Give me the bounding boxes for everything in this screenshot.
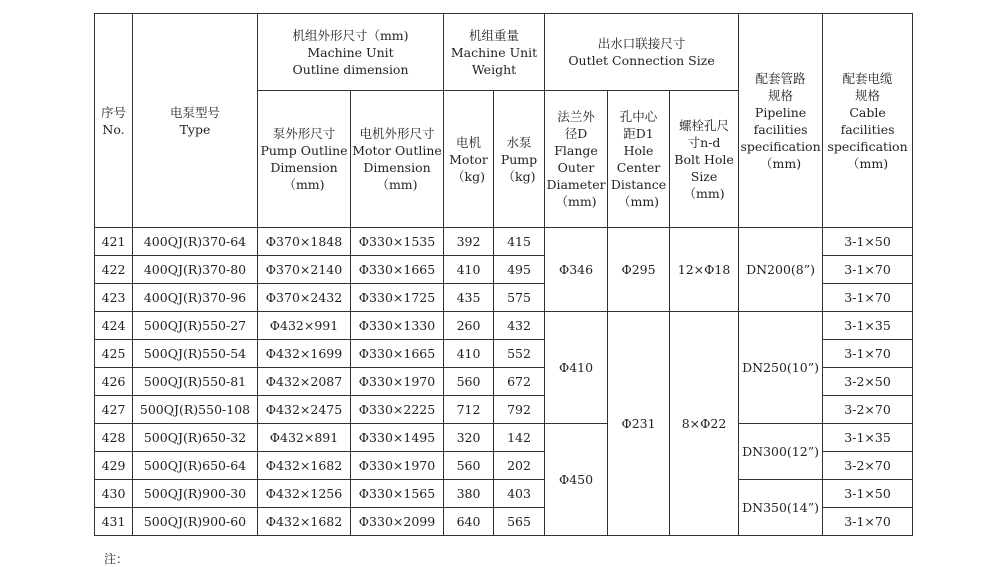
cell-type: 500QJ(R)550-27 (133, 312, 258, 340)
cell-type: 400QJ(R)370-64 (133, 228, 258, 256)
cell-pump-outline: Φ370×1848 (258, 228, 351, 256)
cell-cable: 3-2×70 (823, 396, 913, 424)
cell-pump-weight: 415 (494, 228, 545, 256)
cell-pump-outline: Φ432×991 (258, 312, 351, 340)
table-body (95, 228, 913, 536)
cell-pipeline: DN250(10”) (739, 312, 823, 424)
cell-type: 500QJ(R)550-108 (133, 396, 258, 424)
cell-motor-weight: 260 (444, 312, 494, 340)
cell-pump-outline: Φ432×1699 (258, 340, 351, 368)
cell-pump-weight: 403 (494, 480, 545, 508)
header-motor-weight: 电机 Motor （kg) (444, 91, 494, 228)
header-type: 电泵型号 Type (133, 14, 258, 228)
table-header (95, 14, 913, 228)
cell-no: 421 (95, 228, 133, 256)
cell-pump-weight: 552 (494, 340, 545, 368)
cell-flange-diameter: Φ450 (545, 424, 608, 536)
cell-no: 427 (95, 396, 133, 424)
cell-type: 500QJ(R)900-60 (133, 508, 258, 536)
cell-cable: 3-2×70 (823, 452, 913, 480)
cell-pump-outline: Φ370×2432 (258, 284, 351, 312)
cell-motor-weight: 560 (444, 368, 494, 396)
cell-flange-diameter: Φ346 (545, 228, 608, 312)
cell-pump-outline: Φ432×1256 (258, 480, 351, 508)
cell-cable: 3-1×70 (823, 256, 913, 284)
cell-pump-outline: Φ432×1682 (258, 452, 351, 480)
cell-motor-outline: Φ330×1725 (351, 284, 444, 312)
header-weight-group: 机组重量 Machine Unit Weight (444, 14, 545, 91)
cell-motor-outline: Φ330×1495 (351, 424, 444, 452)
cell-motor-outline: Φ330×1535 (351, 228, 444, 256)
table-row (95, 480, 913, 508)
cell-cable: 3-1×35 (823, 424, 913, 452)
cell-motor-weight: 380 (444, 480, 494, 508)
cell-motor-weight: 392 (444, 228, 494, 256)
footnote: 注： (104, 552, 129, 566)
cell-pump-weight: 202 (494, 452, 545, 480)
cell-no: 422 (95, 256, 133, 284)
cell-motor-outline: Φ330×1665 (351, 256, 444, 284)
header-outline-group: 机组外形尺寸（mm) Machine Unit Outline dimension (258, 14, 444, 91)
cell-motor-weight: 640 (444, 508, 494, 536)
cell-pump-weight: 792 (494, 396, 545, 424)
cell-no: 423 (95, 284, 133, 312)
cell-bolt-hole: 8×Φ22 (670, 312, 739, 536)
table-row (95, 228, 913, 256)
cell-pump-weight: 565 (494, 508, 545, 536)
cell-no: 429 (95, 452, 133, 480)
cell-motor-outline: Φ330×1565 (351, 480, 444, 508)
header-cable: 配套电缆 规格 Cable facilities specification （mm) (823, 14, 913, 228)
cell-pump-weight: 432 (494, 312, 545, 340)
cell-motor-outline: Φ330×1970 (351, 452, 444, 480)
cell-motor-weight: 410 (444, 256, 494, 284)
table-row (95, 424, 913, 452)
header-no: 序号 No. (95, 14, 133, 228)
cell-motor-outline: Φ330×1330 (351, 312, 444, 340)
cell-pipeline: DN350(14”) (739, 480, 823, 536)
cell-motor-weight: 435 (444, 284, 494, 312)
cell-no: 426 (95, 368, 133, 396)
cell-motor-outline: Φ330×2225 (351, 396, 444, 424)
cell-pump-weight: 495 (494, 256, 545, 284)
header-flange-diameter: 法兰外 径D Flange Outer Diameter （mm) (545, 91, 608, 228)
cell-pump-weight: 142 (494, 424, 545, 452)
header-bolt-hole: 螺栓孔尺 寸n-d Bolt Hole Size （mm) (670, 91, 739, 228)
cell-cable: 3-1×70 (823, 340, 913, 368)
cell-pump-outline: Φ432×1682 (258, 508, 351, 536)
cell-hole-center: Φ231 (608, 312, 670, 536)
cell-type: 500QJ(R)650-64 (133, 452, 258, 480)
cell-cable: 3-1×70 (823, 284, 913, 312)
cell-type: 400QJ(R)370-96 (133, 284, 258, 312)
cell-motor-weight: 712 (444, 396, 494, 424)
cell-bolt-hole: 12×Φ18 (670, 228, 739, 312)
cell-cable: 3-2×50 (823, 368, 913, 396)
cell-pump-weight: 575 (494, 284, 545, 312)
cell-pump-outline: Φ370×2140 (258, 256, 351, 284)
cell-no: 428 (95, 424, 133, 452)
cell-no: 430 (95, 480, 133, 508)
cell-no: 431 (95, 508, 133, 536)
cell-pipeline: DN200(8”) (739, 228, 823, 312)
cell-pump-outline: Φ432×2087 (258, 368, 351, 396)
cell-motor-weight: 320 (444, 424, 494, 452)
cell-type: 400QJ(R)370-80 (133, 256, 258, 284)
cell-type: 500QJ(R)650-32 (133, 424, 258, 452)
header-hole-center: 孔中心 距D1 Hole Center Distance （mm) (608, 91, 670, 228)
cell-pump-outline: Φ432×2475 (258, 396, 351, 424)
cell-cable: 3-1×50 (823, 480, 913, 508)
cell-no: 424 (95, 312, 133, 340)
cell-type: 500QJ(R)550-81 (133, 368, 258, 396)
cell-type: 500QJ(R)550-54 (133, 340, 258, 368)
cell-motor-weight: 560 (444, 452, 494, 480)
cell-motor-outline: Φ330×1665 (351, 340, 444, 368)
header-pipeline: 配套管路 规格 Pipeline facilities specification （mm) (739, 14, 823, 228)
cell-motor-outline: Φ330×1970 (351, 368, 444, 396)
cell-pipeline: DN300(12”) (739, 424, 823, 480)
header-pump-weight: 水泵 Pump （kg) (494, 91, 545, 228)
pump-spec-table (94, 13, 913, 536)
cell-type: 500QJ(R)900-30 (133, 480, 258, 508)
cell-motor-outline: Φ330×2099 (351, 508, 444, 536)
cell-pump-weight: 672 (494, 368, 545, 396)
cell-pump-outline: Φ432×891 (258, 424, 351, 452)
table-row (95, 312, 913, 340)
cell-flange-diameter: Φ410 (545, 312, 608, 424)
header-motor-outline: 电机外形尺寸 Motor Outline Dimension （mm) (351, 91, 444, 228)
header-outlet-group: 出水口联接尺寸 Outlet Connection Size (545, 14, 739, 91)
cell-cable: 3-1×50 (823, 228, 913, 256)
cell-cable: 3-1×70 (823, 508, 913, 536)
cell-no: 425 (95, 340, 133, 368)
cell-cable: 3-1×35 (823, 312, 913, 340)
header-pump-outline: 泵外形尺寸 Pump Outline Dimension （mm) (258, 91, 351, 228)
cell-motor-weight: 410 (444, 340, 494, 368)
cell-hole-center: Φ295 (608, 228, 670, 312)
